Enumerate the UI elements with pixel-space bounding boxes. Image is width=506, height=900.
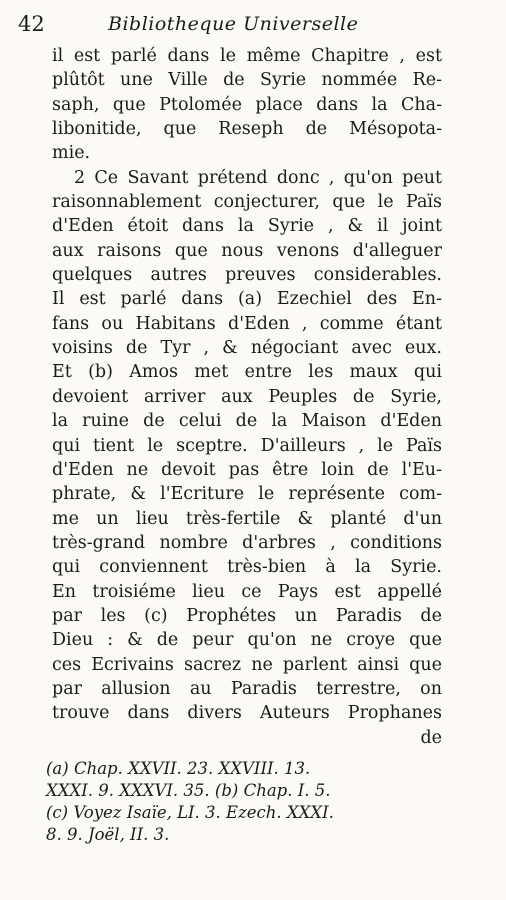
body-line: ces Ecrivains sacrez ne parlent ainsi que [52, 654, 442, 675]
body-line: libonitide, que Reseph de Mésopota- [52, 119, 442, 140]
body-line: me un lieu très-fertile & planté d'un [52, 508, 442, 529]
body-line: 2 Ce Savant prétend donc , qu'on peut [74, 167, 442, 188]
body-line: mie. [52, 143, 91, 164]
body-line: voisins de Tyr , & négociant avec eux. [52, 338, 442, 359]
footnote-line: XXXI. 9. XXXVI. 35. (b) Chap. I. 5. [46, 781, 331, 800]
footnote-line: 8. 9. Joël, II. 3. [46, 825, 170, 844]
body-line: d'Eden ne devoit pas être loin de l'Eu- [52, 459, 442, 480]
body-line: trouve dans divers Auteurs Prophanes [52, 703, 442, 724]
body-line: Et (b) Amos met entre les maux qui [52, 362, 442, 383]
body-line: Dieu : & de peur qu'on ne croye que [52, 630, 442, 651]
body-line: Il est parlé dans (a) Ezechiel des En- [52, 289, 442, 310]
body-line: plûtôt une Ville de Syrie nommée Re- [52, 70, 442, 91]
body-line: qui tient le sceptre. D'ailleurs , le Païs [52, 435, 442, 456]
body-line: par allusion au Paradis terrestre, on [52, 678, 442, 699]
footnote-line: (c) Voyez Isaïe, LI. 3. Ezech. XXXI. [46, 803, 334, 822]
page-number: 42 [18, 12, 45, 36]
body-line: par les (c) Prophétes un Paradis de [52, 605, 442, 626]
running-title: Bibliotheque Universelle [108, 13, 359, 35]
body-line: qui conviennent très-bien à la Syrie. [52, 557, 442, 578]
running-head [18, 10, 488, 38]
body-text [52, 44, 442, 750]
body-line: En troisiéme lieu ce Pays est appellé [52, 581, 442, 602]
body-line: raisonnablement conjecturer, que le Païs [52, 192, 442, 213]
body-line: devoient arriver aux Peuples de Syrie, [52, 386, 442, 407]
body-line: il est parlé dans le même Chapitre , est [52, 46, 442, 66]
body-line: la ruine de celui de la Maison d'Eden [52, 411, 442, 432]
body-line: quelques autres preuves considerables. [52, 265, 442, 286]
body-line: aux raisons que nous venons d'alleguer [52, 240, 442, 261]
body-line: fans ou Habitans d'Eden , comme étant [52, 313, 442, 334]
footnotes [46, 758, 442, 846]
body-line: phrate, & l'Ecriture le représente com- [52, 484, 442, 505]
catchword: de [420, 727, 442, 748]
body-line: saph, que Ptolomée place dans la Cha- [52, 94, 442, 115]
body-line: très-grand nombre d'arbres , conditions [52, 532, 442, 553]
footnote-line: (a) Chap. XXVII. 23. XXVIII. 13. [46, 759, 311, 778]
body-line: d'Eden étoit dans la Syrie , & il joint [52, 216, 442, 237]
